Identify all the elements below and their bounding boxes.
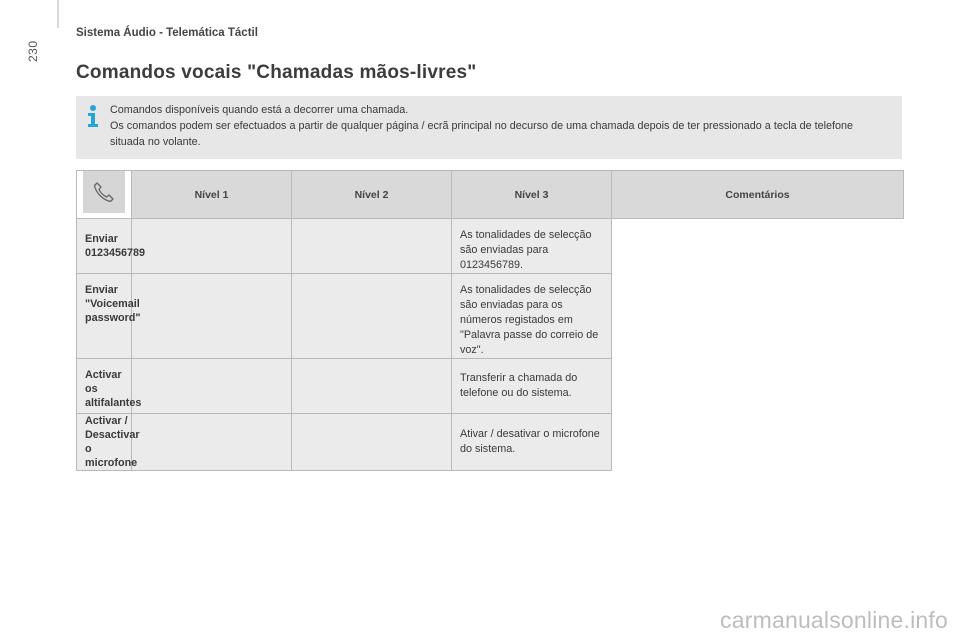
level2-cell [132, 219, 292, 274]
table-row [77, 219, 904, 274]
table-header-row [77, 171, 904, 219]
phone-icon-cell [77, 171, 132, 219]
comment-cell: Ativar / desativar o microfone do sistema. [452, 414, 612, 471]
level1-cell: Activar / Desactivar o microfone [77, 414, 132, 471]
comment-cell: Transferir a chamada do telefone ou do sistema. [452, 359, 612, 414]
table-row [77, 414, 904, 471]
phone-icon [83, 171, 125, 213]
header-level-1: Nível 1 [132, 171, 292, 219]
info-line-1: Comandos disponíveis quando está a decorrer uma chamada. [110, 104, 409, 116]
info-line-2: Os comandos podem ser efectuados a partir de qualquer página / ecrã principal no decurso de uma chamada depois de ter pressionado a tecla de telefone situada no volante. [110, 120, 854, 148]
level1-cell: Enviar "Voicemail password" [77, 274, 132, 359]
page-title: Comandos vocais "Chamadas mãos-livres" [76, 62, 477, 83]
comment-cell: As tonalidades de selecção são enviadas para 0123456789. [452, 219, 612, 274]
level2-cell [132, 414, 292, 471]
level2-cell [132, 274, 292, 359]
margin-divider [57, 0, 59, 28]
info-icon [85, 104, 101, 128]
info-text [110, 102, 890, 150]
header-level-2: Nível 2 [292, 171, 452, 219]
level3-cell [292, 219, 452, 274]
table-row [77, 359, 904, 414]
table-row [77, 274, 904, 359]
level2-cell [132, 359, 292, 414]
level3-cell [292, 414, 452, 471]
voice-commands-table [76, 170, 904, 471]
level3-cell [292, 274, 452, 359]
page-number: 230 [26, 40, 40, 62]
info-box [76, 96, 902, 159]
level1-cell: Enviar 0123456789 [77, 219, 132, 274]
header-level-3: Nível 3 [452, 171, 612, 219]
comment-cell: As tonalidades de selecção são enviadas para os números registados em "Palavra passe do correio de voz". [452, 274, 612, 359]
level3-cell [292, 359, 452, 414]
level1-cell: Activar os altifalantes [77, 359, 132, 414]
watermark: carmanualsonline.info [720, 607, 948, 633]
chapter-heading: Sistema Áudio - Telemática Táctil [76, 27, 258, 39]
header-comments: Comentários [612, 171, 904, 219]
